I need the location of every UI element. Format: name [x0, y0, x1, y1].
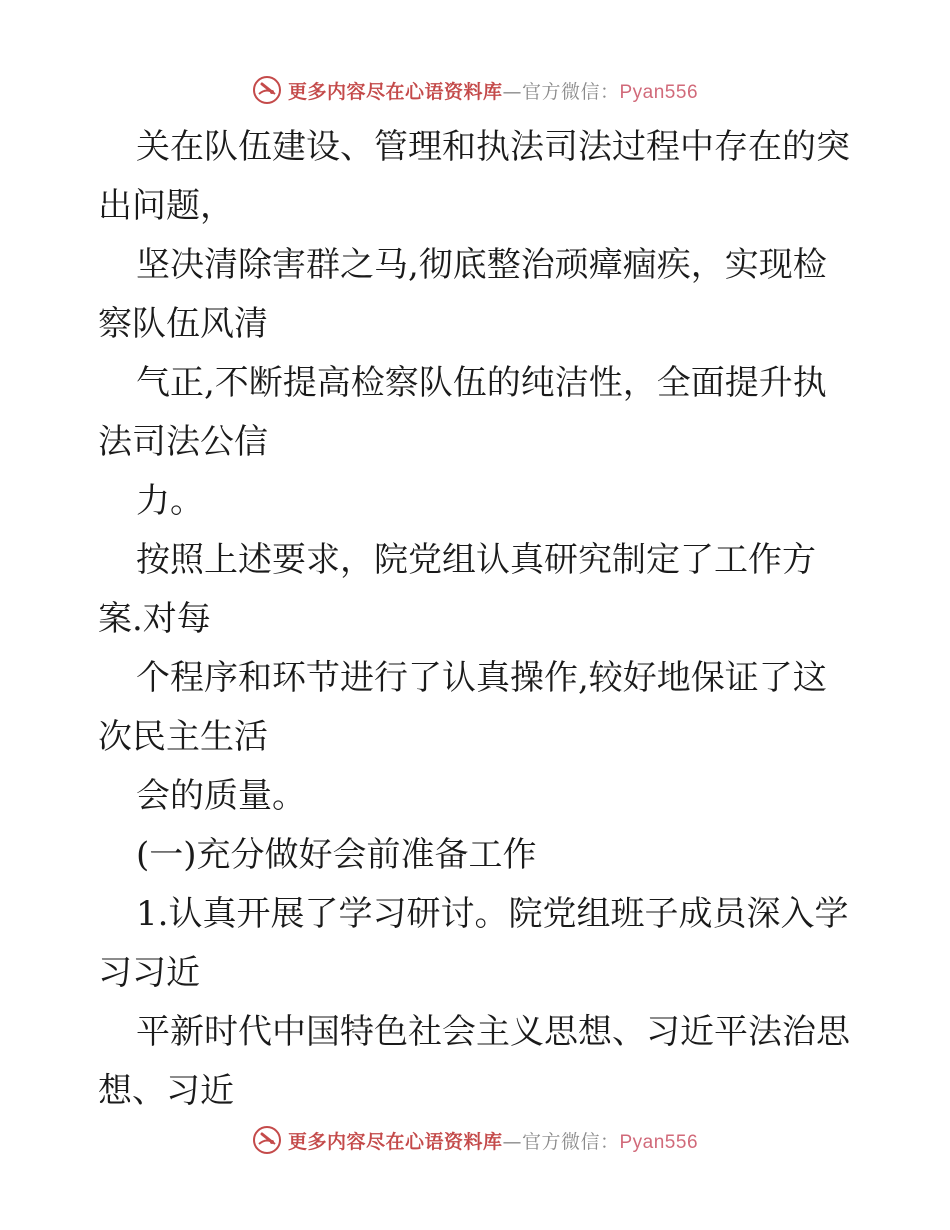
watermark-contact-label: 官方微信：	[521, 80, 620, 103]
text-line: 气正,不断提高检察队伍的纯洁性，全面提升执	[136, 363, 827, 403]
text-line: 察队伍风清	[98, 304, 268, 344]
text-line: 法司法公信	[98, 422, 268, 462]
book-pen-logo-icon	[252, 75, 282, 105]
document-body	[98, 118, 858, 1121]
watermark-contact-id: Pyan556	[619, 81, 699, 103]
text-line: 出问题，	[98, 186, 234, 226]
text-line: 力。	[136, 481, 204, 521]
text-line: 会的质量。	[136, 776, 306, 816]
watermark-separator: —	[502, 80, 522, 103]
watermark-separator: —	[502, 1130, 522, 1153]
text-line: 平新时代中国特色社会主义思想、习近平法治思	[136, 1012, 850, 1052]
text-line: 想、习近	[98, 1071, 234, 1111]
book-pen-logo-icon	[252, 1125, 282, 1155]
watermark-site-text: 更多内容尽在心语资料库	[287, 1130, 503, 1153]
watermark-contact-id: Pyan556	[619, 1131, 699, 1153]
watermark-site-text: 更多内容尽在心语资料库	[287, 80, 503, 103]
footer-watermark	[0, 1120, 950, 1160]
text-line: 1.认真开展了学习研讨。院党组班子成员深入学	[136, 894, 849, 934]
watermark-contact-label: 官方微信：	[521, 1130, 620, 1153]
text-line: 个程序和环节进行了认真操作,较好地保证了这	[136, 658, 827, 698]
text-line: 案.对每	[98, 599, 211, 639]
text-line: 习习近	[98, 953, 200, 993]
text-line: 坚决清除害群之马,彻底整治顽瘴痼疾，实现检	[136, 245, 827, 285]
header-watermark	[0, 70, 950, 110]
text-line: 次民主生活	[98, 717, 268, 757]
text-line: 关在队伍建设、管理和执法司法过程中存在的突	[136, 127, 850, 167]
text-line: 按照上述要求，院党组认真研究制定了工作方	[136, 540, 816, 580]
section-heading: (一)充分做好会前准备工作	[136, 835, 537, 875]
